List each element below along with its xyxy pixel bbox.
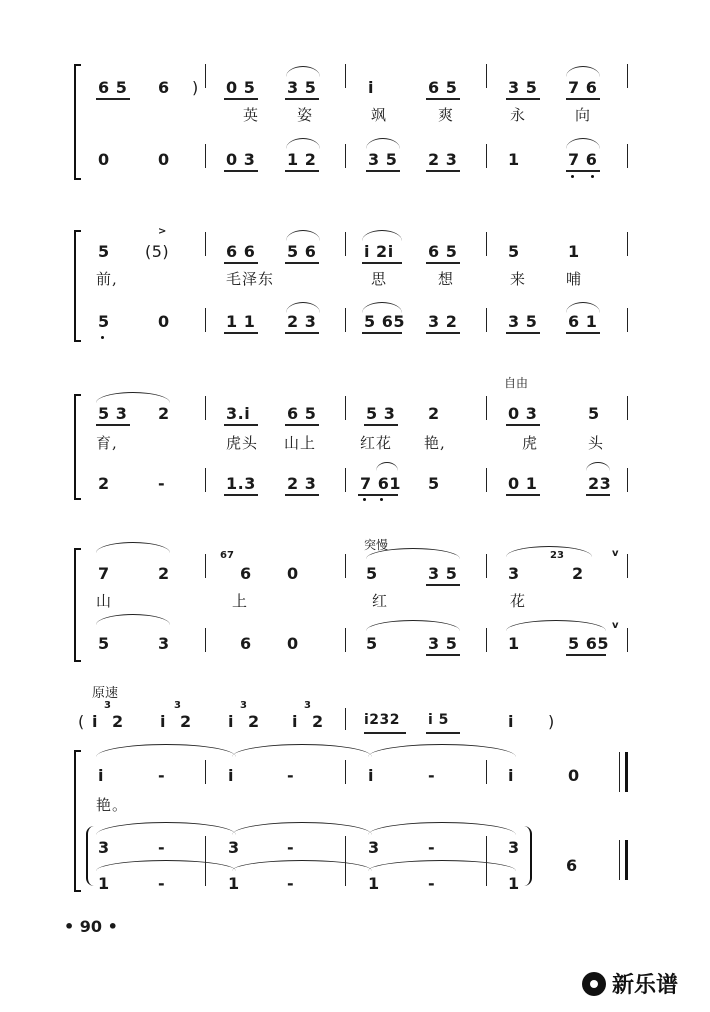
note: 0 5: [226, 78, 256, 97]
barline: [486, 760, 487, 784]
underline: [364, 424, 398, 426]
note: 5 6: [287, 242, 317, 261]
slur: [96, 614, 170, 625]
lyric: 头: [588, 434, 605, 452]
note: 6 1: [568, 312, 598, 331]
underline: [506, 494, 540, 496]
note: i: [92, 712, 98, 731]
note: 2 3: [287, 312, 317, 331]
note: 1 1: [226, 312, 256, 331]
barline: [627, 554, 628, 578]
note: 1: [508, 150, 520, 169]
underline: [566, 654, 606, 656]
tempo-marking: 原速: [92, 686, 119, 701]
page-number: • 90 •: [64, 917, 118, 936]
note: 2: [158, 404, 170, 423]
barline: [205, 396, 206, 420]
slur: [96, 392, 170, 403]
chord-note: 6: [566, 856, 578, 875]
chord-brace: [524, 826, 532, 886]
note: 5 3: [98, 404, 128, 423]
note: 6 5: [287, 404, 317, 423]
tie: [232, 822, 372, 835]
slur: [566, 138, 600, 149]
note: 2: [98, 474, 110, 493]
note: 5: [428, 474, 440, 493]
chord-note: 3: [228, 838, 240, 857]
note: 6 6: [226, 242, 256, 261]
note: 0 3: [508, 404, 538, 423]
lyric: 哺: [566, 270, 583, 288]
system-bracket: [74, 548, 81, 662]
breath-mark: v: [612, 620, 619, 631]
lyric: 飒: [371, 106, 388, 124]
barline: [205, 144, 206, 168]
note: 5: [98, 312, 110, 331]
system-bracket: [74, 750, 81, 892]
lyric: 永: [510, 106, 527, 124]
note: i: [292, 712, 298, 731]
slur: [586, 462, 610, 471]
barline: [627, 396, 628, 420]
final-barline: [625, 840, 628, 880]
barline: [627, 64, 628, 88]
note: 2 3: [287, 474, 317, 493]
barline: [486, 468, 487, 492]
slur: [286, 138, 320, 149]
final-barline-thin: [619, 840, 620, 880]
lyric: 英: [243, 106, 260, 124]
barline: [205, 628, 206, 652]
note: 7 61: [360, 474, 401, 493]
note: 5: [366, 564, 378, 583]
note: 0: [98, 150, 110, 169]
lyric: 虎头: [226, 434, 259, 452]
note: 3 5: [368, 150, 398, 169]
barline: [345, 396, 346, 420]
underline: [96, 98, 130, 100]
slur: [286, 66, 320, 77]
note: i232: [364, 712, 401, 728]
chord-note: 3: [98, 838, 110, 857]
note: 2: [158, 564, 170, 583]
lyric: 山上: [284, 434, 317, 452]
note: 0: [287, 634, 299, 653]
underline: [586, 494, 610, 496]
grace-note: 67: [220, 550, 234, 561]
chord-note: 3: [368, 838, 380, 857]
lyric: 来: [510, 270, 527, 288]
barline: [627, 628, 628, 652]
slur: [506, 620, 606, 631]
barline: [486, 836, 487, 886]
barline: [486, 144, 487, 168]
tempo-marking: 自由: [504, 376, 529, 390]
chord-note: 1: [98, 874, 110, 893]
barline: [486, 308, 487, 332]
underline: [426, 170, 460, 172]
note: 3 5: [287, 78, 317, 97]
note: -: [428, 766, 436, 785]
barline: [345, 836, 346, 886]
system-bracket: [74, 64, 81, 180]
underline: [224, 424, 258, 426]
slur: [286, 302, 320, 313]
underline: [285, 170, 319, 172]
underline: [224, 494, 258, 496]
chord-note: 1: [508, 874, 520, 893]
chord-note: 1: [228, 874, 240, 893]
barline: [627, 468, 628, 492]
barline: [345, 64, 346, 88]
underline: [285, 332, 319, 334]
lyric: 思: [371, 270, 388, 288]
lyric: 山: [96, 592, 113, 610]
chord-brace: [86, 826, 94, 886]
note: 2: [248, 712, 260, 731]
lyric: 想: [438, 270, 455, 288]
low-octave-dot: [571, 175, 574, 178]
underline: [506, 332, 540, 334]
slur: [366, 138, 400, 149]
underline: [426, 262, 460, 264]
slur: [286, 230, 320, 241]
chord-note: -: [287, 874, 295, 893]
note: 6: [240, 564, 252, 583]
note: 1: [568, 242, 580, 261]
chord-note: -: [158, 874, 166, 893]
underline: [285, 262, 319, 264]
note: 3: [508, 564, 520, 583]
lyric: 爽: [438, 106, 455, 124]
note: 7: [98, 564, 110, 583]
slur: [362, 302, 402, 313]
barline: [345, 232, 346, 256]
note: i: [228, 766, 234, 785]
underline: [426, 584, 460, 586]
underline: [224, 332, 258, 334]
note: i: [508, 712, 514, 731]
barline: [486, 628, 487, 652]
lyric: 艳,: [424, 434, 446, 452]
underline: [358, 494, 398, 496]
barline: [345, 628, 346, 652]
low-octave-dot: [380, 498, 383, 501]
slur: [566, 66, 600, 77]
note: 1 2: [287, 150, 317, 169]
barline: [486, 64, 487, 88]
underline: [285, 494, 319, 496]
record-disc-icon: [582, 972, 606, 996]
lyric: 姿: [297, 106, 314, 124]
barline: [205, 760, 206, 784]
note: 0: [158, 312, 170, 331]
note: 3 5: [508, 78, 538, 97]
note: -: [158, 766, 166, 785]
note: i: [160, 712, 166, 731]
tie: [232, 860, 372, 871]
barline: [205, 232, 206, 256]
lyric: 向: [575, 106, 592, 124]
chord-note: -: [428, 874, 436, 893]
barline: [205, 468, 206, 492]
note: 5 3: [366, 404, 396, 423]
slur: [506, 546, 592, 557]
note: 6: [158, 78, 170, 97]
note: 5: [98, 634, 110, 653]
underline: [224, 262, 258, 264]
note: 2: [572, 564, 584, 583]
note: 23: [588, 474, 612, 493]
note: i: [368, 78, 374, 97]
lyric: 上: [232, 592, 249, 610]
paren-close: ): [548, 712, 555, 731]
slur: [376, 462, 398, 471]
underline: [224, 98, 258, 100]
lyric: 花: [510, 592, 527, 610]
lyric: 艳。: [96, 796, 129, 814]
note: 7 6: [568, 78, 598, 97]
lyric: 育,: [96, 434, 118, 452]
barline: [345, 468, 346, 492]
low-octave-dot: [591, 175, 594, 178]
barline: [627, 144, 628, 168]
note: i 5: [428, 712, 449, 728]
lyric: 虎: [522, 434, 539, 452]
chord-note: -: [158, 838, 166, 857]
slur: [366, 620, 460, 631]
tie: [368, 860, 516, 871]
underline: [426, 732, 460, 734]
barline: [205, 64, 206, 88]
tie: [368, 744, 516, 757]
note: 6 5: [98, 78, 128, 97]
note: 5: [508, 242, 520, 261]
note: -: [158, 474, 166, 493]
note: 3 5: [508, 312, 538, 331]
lyric: 毛泽东: [226, 270, 275, 288]
underline: [364, 732, 406, 734]
system-bracket: [74, 230, 81, 342]
note: i 2i: [364, 242, 394, 261]
underline: [362, 332, 402, 334]
note: -: [287, 766, 295, 785]
watermark-logo: [582, 968, 678, 999]
note: (5): [145, 242, 170, 261]
note: 6 5: [428, 78, 458, 97]
note: 0 1: [508, 474, 538, 493]
underline: [506, 98, 540, 100]
low-octave-dot: [363, 498, 366, 501]
note: 3 5: [428, 564, 458, 583]
tie: [96, 822, 236, 835]
system-bracket: [74, 394, 81, 500]
note: 2: [180, 712, 192, 731]
underline: [285, 424, 319, 426]
barline: [345, 760, 346, 784]
underline: [285, 98, 319, 100]
underline: [506, 424, 540, 426]
note: i: [508, 766, 514, 785]
note: 3 5: [428, 634, 458, 653]
note: 5: [366, 634, 378, 653]
grace-note: 3: [104, 700, 111, 711]
underline: [362, 262, 402, 264]
grace-note: 3: [240, 700, 247, 711]
lyric: 红花: [360, 434, 393, 452]
barline: [205, 554, 206, 578]
underline: [566, 170, 600, 172]
underline: [426, 98, 460, 100]
barline: [486, 554, 487, 578]
note: 0: [287, 564, 299, 583]
underline: [426, 654, 460, 656]
note: 5: [98, 242, 110, 261]
note: i: [98, 766, 104, 785]
slur: [96, 542, 170, 553]
slur: [566, 302, 600, 313]
note: 1.3: [226, 474, 256, 493]
note: 6: [240, 634, 252, 653]
barline: [345, 144, 346, 168]
note: 1: [508, 634, 520, 653]
note: 2 3: [428, 150, 458, 169]
tempo-marking: 突慢: [364, 538, 389, 552]
tie: [232, 744, 372, 757]
accent-mark: >: [158, 226, 167, 237]
underline: [566, 332, 600, 334]
underline: [566, 98, 600, 100]
chord-note: -: [287, 838, 295, 857]
note: 2: [312, 712, 324, 731]
note: 3: [158, 634, 170, 653]
tie: [96, 860, 236, 871]
note: i: [368, 766, 374, 785]
barline: [486, 232, 487, 256]
note: 2: [428, 404, 440, 423]
barline: [345, 308, 346, 332]
barline: [486, 396, 487, 420]
note: 5 65: [364, 312, 405, 331]
note: 6 5: [428, 242, 458, 261]
final-barline-thin: [619, 752, 620, 792]
barline: [627, 308, 628, 332]
breath-mark: v: [612, 548, 619, 559]
note: 0: [158, 150, 170, 169]
underline: [224, 170, 258, 172]
paren-close: ): [192, 78, 199, 97]
paren-open: (: [78, 712, 85, 731]
grace-note: 23: [550, 550, 564, 561]
note: 3 2: [428, 312, 458, 331]
underline: [366, 170, 400, 172]
underline: [96, 424, 130, 426]
grace-note: 3: [174, 700, 181, 711]
grace-note: 3: [304, 700, 311, 711]
chord-note: -: [428, 838, 436, 857]
slur: [362, 230, 402, 241]
note: i: [228, 712, 234, 731]
note: 5: [588, 404, 600, 423]
tie: [96, 744, 236, 757]
note: 2: [112, 712, 124, 731]
note: 0: [568, 766, 580, 785]
note: 7 6: [568, 150, 598, 169]
underline: [426, 332, 460, 334]
note: 3.i: [226, 404, 251, 423]
lyric: 前,: [96, 270, 118, 288]
barline: [205, 308, 206, 332]
low-octave-dot: [101, 336, 104, 339]
barline: [627, 232, 628, 256]
chord-note: 1: [368, 874, 380, 893]
final-barline: [625, 752, 628, 792]
lyric: 红: [372, 592, 389, 610]
tie: [368, 822, 516, 835]
note: 0 3: [226, 150, 256, 169]
note: 5 65: [568, 634, 609, 653]
chord-note: 3: [508, 838, 520, 857]
barline: [345, 708, 346, 730]
logo-text: 新乐谱: [612, 973, 679, 998]
barline: [345, 554, 346, 578]
